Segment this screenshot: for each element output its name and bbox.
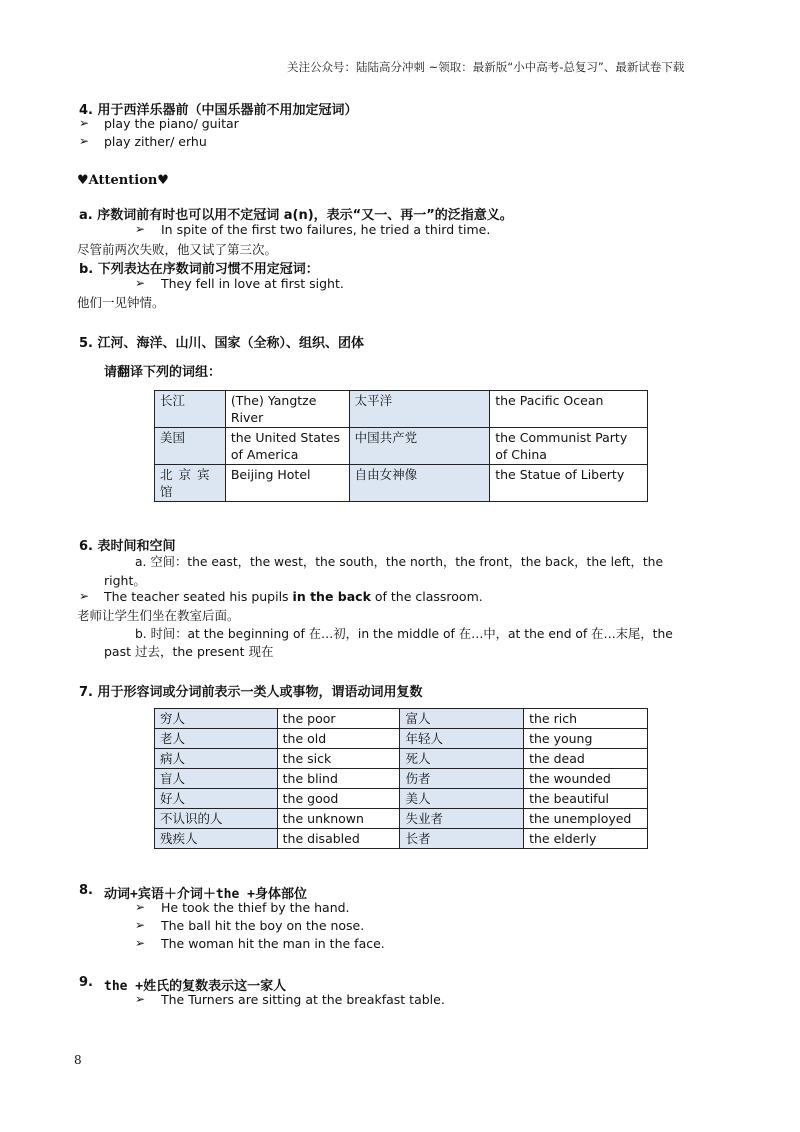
bullet-arrow-icon: ➢ xyxy=(135,918,146,932)
list-item: He took the thief by the hand. xyxy=(161,900,350,915)
table-cell: the dead xyxy=(524,749,648,769)
table-row xyxy=(155,769,648,789)
table-cell: the Pacific Ocean xyxy=(490,391,648,428)
list-item: In spite of the first two failures, he tried a third time. xyxy=(161,222,491,237)
table-cell: the Communist Party of China xyxy=(490,428,648,465)
table-row xyxy=(155,709,648,729)
table-cell: 失业者 xyxy=(400,809,524,829)
table-cell: 年轻人 xyxy=(400,729,524,749)
sentence-emphasis: in the back xyxy=(292,589,371,604)
space-line: a. 空间：the east，the west，the south，the north，the front，the back，the left，the xyxy=(135,555,664,569)
translation: 尽管前两次失败，他又试了第三次。 xyxy=(77,242,278,257)
attention-heading: ♥Attention♥ xyxy=(77,173,169,188)
list-item: play zither/ erhu xyxy=(104,134,207,149)
table-cell: the old xyxy=(277,729,400,749)
sentence-part: of the classroom. xyxy=(370,589,483,604)
section-4-title: 4. 用于西洋乐器前（中国乐器前不用加定冠词） xyxy=(79,103,358,118)
table-cell: the elderly xyxy=(524,829,648,849)
bullet-arrow-icon: ➢ xyxy=(79,589,90,603)
table-row xyxy=(155,829,648,849)
list-item: The Turners are sitting at the breakfast table. xyxy=(161,992,445,1007)
bullet-arrow-icon: ➢ xyxy=(135,222,146,236)
bullet-arrow-icon: ➢ xyxy=(79,116,90,130)
list-item: The woman hit the man in the face. xyxy=(161,936,385,951)
table-cell: the disabled xyxy=(277,829,400,849)
bullet-arrow-icon: ➢ xyxy=(135,936,146,950)
table-cell: the unemployed xyxy=(524,809,648,829)
list-item: play the piano/ guitar xyxy=(104,116,239,131)
table-cell: the good xyxy=(277,789,400,809)
table-cell: 北京宾馆 xyxy=(155,465,226,502)
translation: 他们一见钟情。 xyxy=(77,295,165,310)
table-cell: 自由女神像 xyxy=(349,465,490,502)
table-cell: 不认识的人 xyxy=(155,809,278,829)
table-cell: 美国 xyxy=(155,428,226,465)
table-cell: the young xyxy=(524,729,648,749)
section-6-title: 6. 表时间和空间 xyxy=(79,539,176,554)
table-cell: 中国共产党 xyxy=(349,428,490,465)
page-number: 8 xyxy=(74,1053,82,1067)
table-cell: 残疾人 xyxy=(155,829,278,849)
table-cell: 伤者 xyxy=(400,769,524,789)
list-item: The ball hit the boy on the nose. xyxy=(161,918,365,933)
table-cell: 长江 xyxy=(155,391,226,428)
note-b-title: b. 下列表达在序数词前习惯不用定冠词： xyxy=(79,262,319,277)
list-item xyxy=(104,589,483,604)
table-cell: the United States of America xyxy=(225,428,349,465)
time-line: b. 时间：at the beginning of 在…初，in the middle of 在…中，at the end of 在…末尾，the xyxy=(135,627,673,641)
section-9-title: the +姓氏的复数表示这一家人 xyxy=(104,979,287,994)
section-8-title: 动词+宾语＋介词＋the +身体部位 xyxy=(104,887,307,902)
bullet-arrow-icon: ➢ xyxy=(135,992,146,1006)
bullet-arrow-icon: ➢ xyxy=(135,900,146,914)
table-row xyxy=(155,789,648,809)
section-8-number: 8. xyxy=(79,883,93,898)
space-line-cont: right。 xyxy=(104,573,146,588)
sentence-part: The teacher seated his pupils xyxy=(104,589,293,604)
table-cell: 盲人 xyxy=(155,769,278,789)
list-item: They fell in love at first sight. xyxy=(161,276,344,291)
table-cell: Beijing Hotel xyxy=(225,465,349,502)
table-cell: the blind xyxy=(277,769,400,789)
table-cell: 长者 xyxy=(400,829,524,849)
table-row xyxy=(155,391,648,428)
table-row xyxy=(155,749,648,769)
section-9-number: 9. xyxy=(79,975,93,990)
bullet-arrow-icon: ➢ xyxy=(79,134,90,148)
table-cell: 太平洋 xyxy=(349,391,490,428)
table-cell: 老人 xyxy=(155,729,278,749)
bullet-arrow-icon: ➢ xyxy=(135,276,146,290)
table-cell: 死人 xyxy=(400,749,524,769)
table-row xyxy=(155,465,648,502)
table-cell: 穷人 xyxy=(155,709,278,729)
table-row xyxy=(155,428,648,465)
table-cell xyxy=(225,391,349,428)
section-7-title: 7. 用于形容词或分词前表示一类人或事物，谓语动词用复数 xyxy=(79,685,423,700)
section-5-subtitle: 请翻译下列的词组： xyxy=(104,365,222,380)
time-line-cont: past 过去，the present 现在 xyxy=(104,644,274,659)
table-adjective-nouns xyxy=(154,708,648,849)
table-cell: 病人 xyxy=(155,749,278,769)
table-cell: the sick xyxy=(277,749,400,769)
table-cell: the unknown xyxy=(277,809,400,829)
page-header: 关注公众号：陆陆高分冲刺 ~领取：最新版“小中高考-总复习”、最新试卷下载 xyxy=(287,60,685,74)
section-5-title: 5. 江河、海洋、山川、国家（全称）、组织、团体 xyxy=(79,336,365,351)
table-cell: 美人 xyxy=(400,789,524,809)
table-proper-nouns xyxy=(154,390,648,502)
table-cell: the poor xyxy=(277,709,400,729)
table-cell: 好人 xyxy=(155,789,278,809)
table-row xyxy=(155,729,648,749)
table-cell: the rich xyxy=(524,709,648,729)
table-cell: 富人 xyxy=(400,709,524,729)
table-row xyxy=(155,809,648,829)
table-cell: the wounded xyxy=(524,769,648,789)
table-cell: the beautiful xyxy=(524,789,648,809)
table-cell: the Statue of Liberty xyxy=(490,465,648,502)
translation: 老师让学生们坐在教室后面。 xyxy=(77,608,240,623)
cell-text: (The) Yangtze River xyxy=(230,393,317,425)
note-a-title: a. 序数词前有时也可以用不定冠词 a(n)，表示“又一、再一”的泛指意义。 xyxy=(79,208,513,223)
